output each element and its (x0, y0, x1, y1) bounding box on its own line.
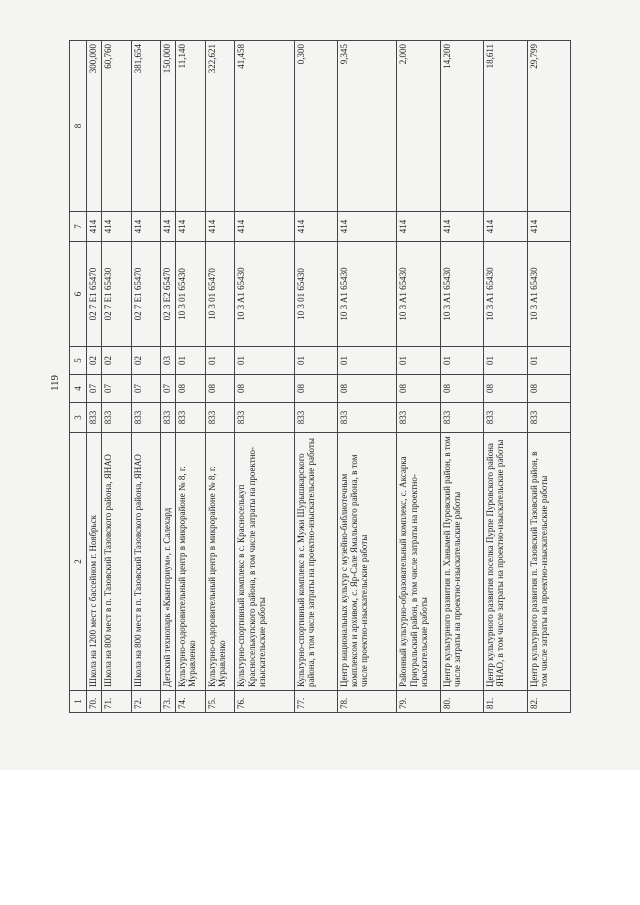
grbs-code-cell: 833 (205, 403, 235, 433)
expense-type-cell: 414 (527, 212, 570, 242)
section-code-cell: 07 (161, 375, 176, 403)
target-article-cell: 10 3 A1 65430 (440, 242, 483, 347)
amount-cell: 41,458 (235, 41, 294, 212)
row-number-cell: 71. (101, 691, 131, 713)
table-row (131, 41, 161, 713)
row-number-cell: 75. (205, 691, 235, 713)
grbs-code-cell: 833 (397, 403, 440, 433)
grbs-code-cell: 833 (484, 403, 527, 433)
subsection-code-cell: 01 (205, 347, 235, 375)
budget-table (69, 40, 571, 713)
table-row (161, 41, 176, 713)
subsection-code-cell: 01 (397, 347, 440, 375)
subsection-code-cell: 01 (527, 347, 570, 375)
row-number-cell: 72. (131, 691, 161, 713)
object-name-cell: Культурно-спортивный комплекс в с. Красноселькуп Красноселькупского района, в том числе затраты на проектно-изыскательские работы (235, 433, 294, 691)
subsection-code-cell: 01 (235, 347, 294, 375)
target-article-cell: 02 7 E1 65470 (131, 242, 161, 347)
rotated-table-wrapper (69, 41, 571, 713)
table-row (484, 41, 527, 713)
row-number-cell: 74. (176, 691, 206, 713)
header-cell: 3 (70, 403, 87, 433)
target-article-cell: 02 7 E1 65470 (87, 242, 102, 347)
object-name-cell: Школа на 800 мест в п. Тазовский Тазовского района, ЯНАО (101, 433, 131, 691)
row-number-cell: 82. (527, 691, 570, 713)
table-row (527, 41, 570, 713)
expense-type-cell: 414 (397, 212, 440, 242)
amount-cell: 2,000 (397, 41, 440, 212)
target-article-cell: 10 3 A1 65430 (338, 242, 397, 347)
target-article-cell: 10 3 01 65430 (176, 242, 206, 347)
object-name-cell: Школа на 1200 мест с бассейном г. Ноябрьск (87, 433, 102, 691)
header-cell: 2 (70, 433, 87, 691)
row-number-cell: 79. (397, 691, 440, 713)
object-name-cell: Детский технопарк «Кванториум», г. Салехард (161, 433, 176, 691)
section-code-cell: 08 (294, 375, 337, 403)
amount-cell: 18,611 (484, 41, 527, 212)
expense-type-cell: 414 (176, 212, 206, 242)
row-number-cell: 73. (161, 691, 176, 713)
target-article-cell: 10 3 01 65470 (205, 242, 235, 347)
expense-type-cell: 414 (205, 212, 235, 242)
header-cell: 6 (70, 242, 87, 347)
header-cell: 5 (70, 347, 87, 375)
object-name-cell: Школа на 800 мест в п. Тазовский Тазовского района, ЯНАО (131, 433, 161, 691)
section-code-cell: 08 (235, 375, 294, 403)
amount-cell: 381,654 (131, 41, 161, 212)
section-code-cell: 07 (87, 375, 102, 403)
table-row (205, 41, 235, 713)
amount-cell: 150,000 (161, 41, 176, 212)
table-row (294, 41, 337, 713)
target-article-cell: 10 3 A1 65430 (397, 242, 440, 347)
amount-cell: 29,799 (527, 41, 570, 212)
subsection-code-cell: 03 (161, 347, 176, 375)
amount-cell: 322,621 (205, 41, 235, 212)
table-row (101, 41, 131, 713)
expense-type-cell: 414 (161, 212, 176, 242)
grbs-code-cell: 833 (161, 403, 176, 433)
target-article-cell: 10 3 A1 65430 (484, 242, 527, 347)
header-cell: 1 (70, 691, 87, 713)
section-code-cell: 08 (397, 375, 440, 403)
table-row (235, 41, 294, 713)
section-code-cell: 08 (527, 375, 570, 403)
grbs-code-cell: 833 (440, 403, 483, 433)
object-name-cell: Районный культурно-образовательный комплекс, с. Аксарка Приуральский район, в том числе затраты на проектно-изыскательские работы (397, 433, 440, 691)
amount-cell: 300,000 (87, 41, 102, 212)
row-number-cell: 80. (440, 691, 483, 713)
header-row (70, 41, 87, 713)
section-code-cell: 08 (440, 375, 483, 403)
object-name-cell: Центр культурного развития поселка Пурпе Пуровского района ЯНАО, в том числе затраты на проектно-изыскательские работы (484, 433, 527, 691)
amount-cell: 60,760 (101, 41, 131, 212)
target-article-cell: 02 7 E1 65430 (101, 242, 131, 347)
amount-cell: 0,300 (294, 41, 337, 212)
expense-type-cell: 414 (87, 212, 102, 242)
target-article-cell: 10 3 01 65430 (294, 242, 337, 347)
row-number-cell: 70. (87, 691, 102, 713)
amount-cell: 14,200 (440, 41, 483, 212)
object-name-cell: Центр культурного развития п. Тазовский Тазовский район, в том числе затраты на проектно-изыскательские работы (527, 433, 570, 691)
row-number-cell: 76. (235, 691, 294, 713)
section-code-cell: 07 (131, 375, 161, 403)
object-name-cell: Культурно-оздоровительный центр в микрорайоне № 8, г. Муравленко (176, 433, 206, 691)
expense-type-cell: 414 (338, 212, 397, 242)
subsection-code-cell: 01 (294, 347, 337, 375)
subsection-code-cell: 02 (131, 347, 161, 375)
grbs-code-cell: 833 (101, 403, 131, 433)
section-code-cell: 08 (176, 375, 206, 403)
section-code-cell: 08 (338, 375, 397, 403)
expense-type-cell: 414 (440, 212, 483, 242)
target-article-cell: 02 3 E2 65470 (161, 242, 176, 347)
subsection-code-cell: 01 (484, 347, 527, 375)
grbs-code-cell: 833 (235, 403, 294, 433)
table-row (87, 41, 102, 713)
table-row (397, 41, 440, 713)
grbs-code-cell: 833 (294, 403, 337, 433)
subsection-code-cell: 02 (87, 347, 102, 375)
section-code-cell: 08 (484, 375, 527, 403)
expense-type-cell: 414 (294, 212, 337, 242)
header-cell: 8 (70, 41, 87, 212)
expense-type-cell: 414 (235, 212, 294, 242)
row-number-cell: 77. (294, 691, 337, 713)
expense-type-cell: 414 (131, 212, 161, 242)
expense-type-cell: 414 (484, 212, 527, 242)
table-row (338, 41, 397, 713)
expense-type-cell: 414 (101, 212, 131, 242)
page-number: 119 (49, 374, 61, 392)
subsection-code-cell: 01 (176, 347, 206, 375)
grbs-code-cell: 833 (338, 403, 397, 433)
object-name-cell: Центр национальных культур с музейно-библиотечным комплексом и архивом, с. Яр-Сале Ямальского района, в том числе проектно-изыскательские работы (338, 433, 397, 691)
target-article-cell: 10 3 A1 65430 (235, 242, 294, 347)
grbs-code-cell: 833 (87, 403, 102, 433)
subsection-code-cell: 01 (440, 347, 483, 375)
row-number-cell: 78. (338, 691, 397, 713)
section-code-cell: 08 (205, 375, 235, 403)
grbs-code-cell: 833 (131, 403, 161, 433)
table-row (176, 41, 206, 713)
header-cell: 4 (70, 375, 87, 403)
object-name-cell: Культурно-оздоровительный центр в микрорайоне № 8, г. Муравленко (205, 433, 235, 691)
subsection-code-cell: 01 (338, 347, 397, 375)
header-cell: 7 (70, 212, 87, 242)
row-number-cell: 81. (484, 691, 527, 713)
amount-cell: 9,345 (338, 41, 397, 212)
subsection-code-cell: 02 (101, 347, 131, 375)
object-name-cell: Центр культурного развития п. Ханымей Пуровский район, в том числе затраты на проектно-изыскательские работы (440, 433, 483, 691)
grbs-code-cell: 833 (527, 403, 570, 433)
grbs-code-cell: 833 (176, 403, 206, 433)
table-row (440, 41, 483, 713)
object-name-cell: Культурно-спортивный комплекс в с. Мужи Шурышкарского района, в том числе затраты на проектно-изыскательские работы (294, 433, 337, 691)
amount-cell: 11,140 (176, 41, 206, 212)
target-article-cell: 10 3 A1 65430 (527, 242, 570, 347)
section-code-cell: 07 (101, 375, 131, 403)
